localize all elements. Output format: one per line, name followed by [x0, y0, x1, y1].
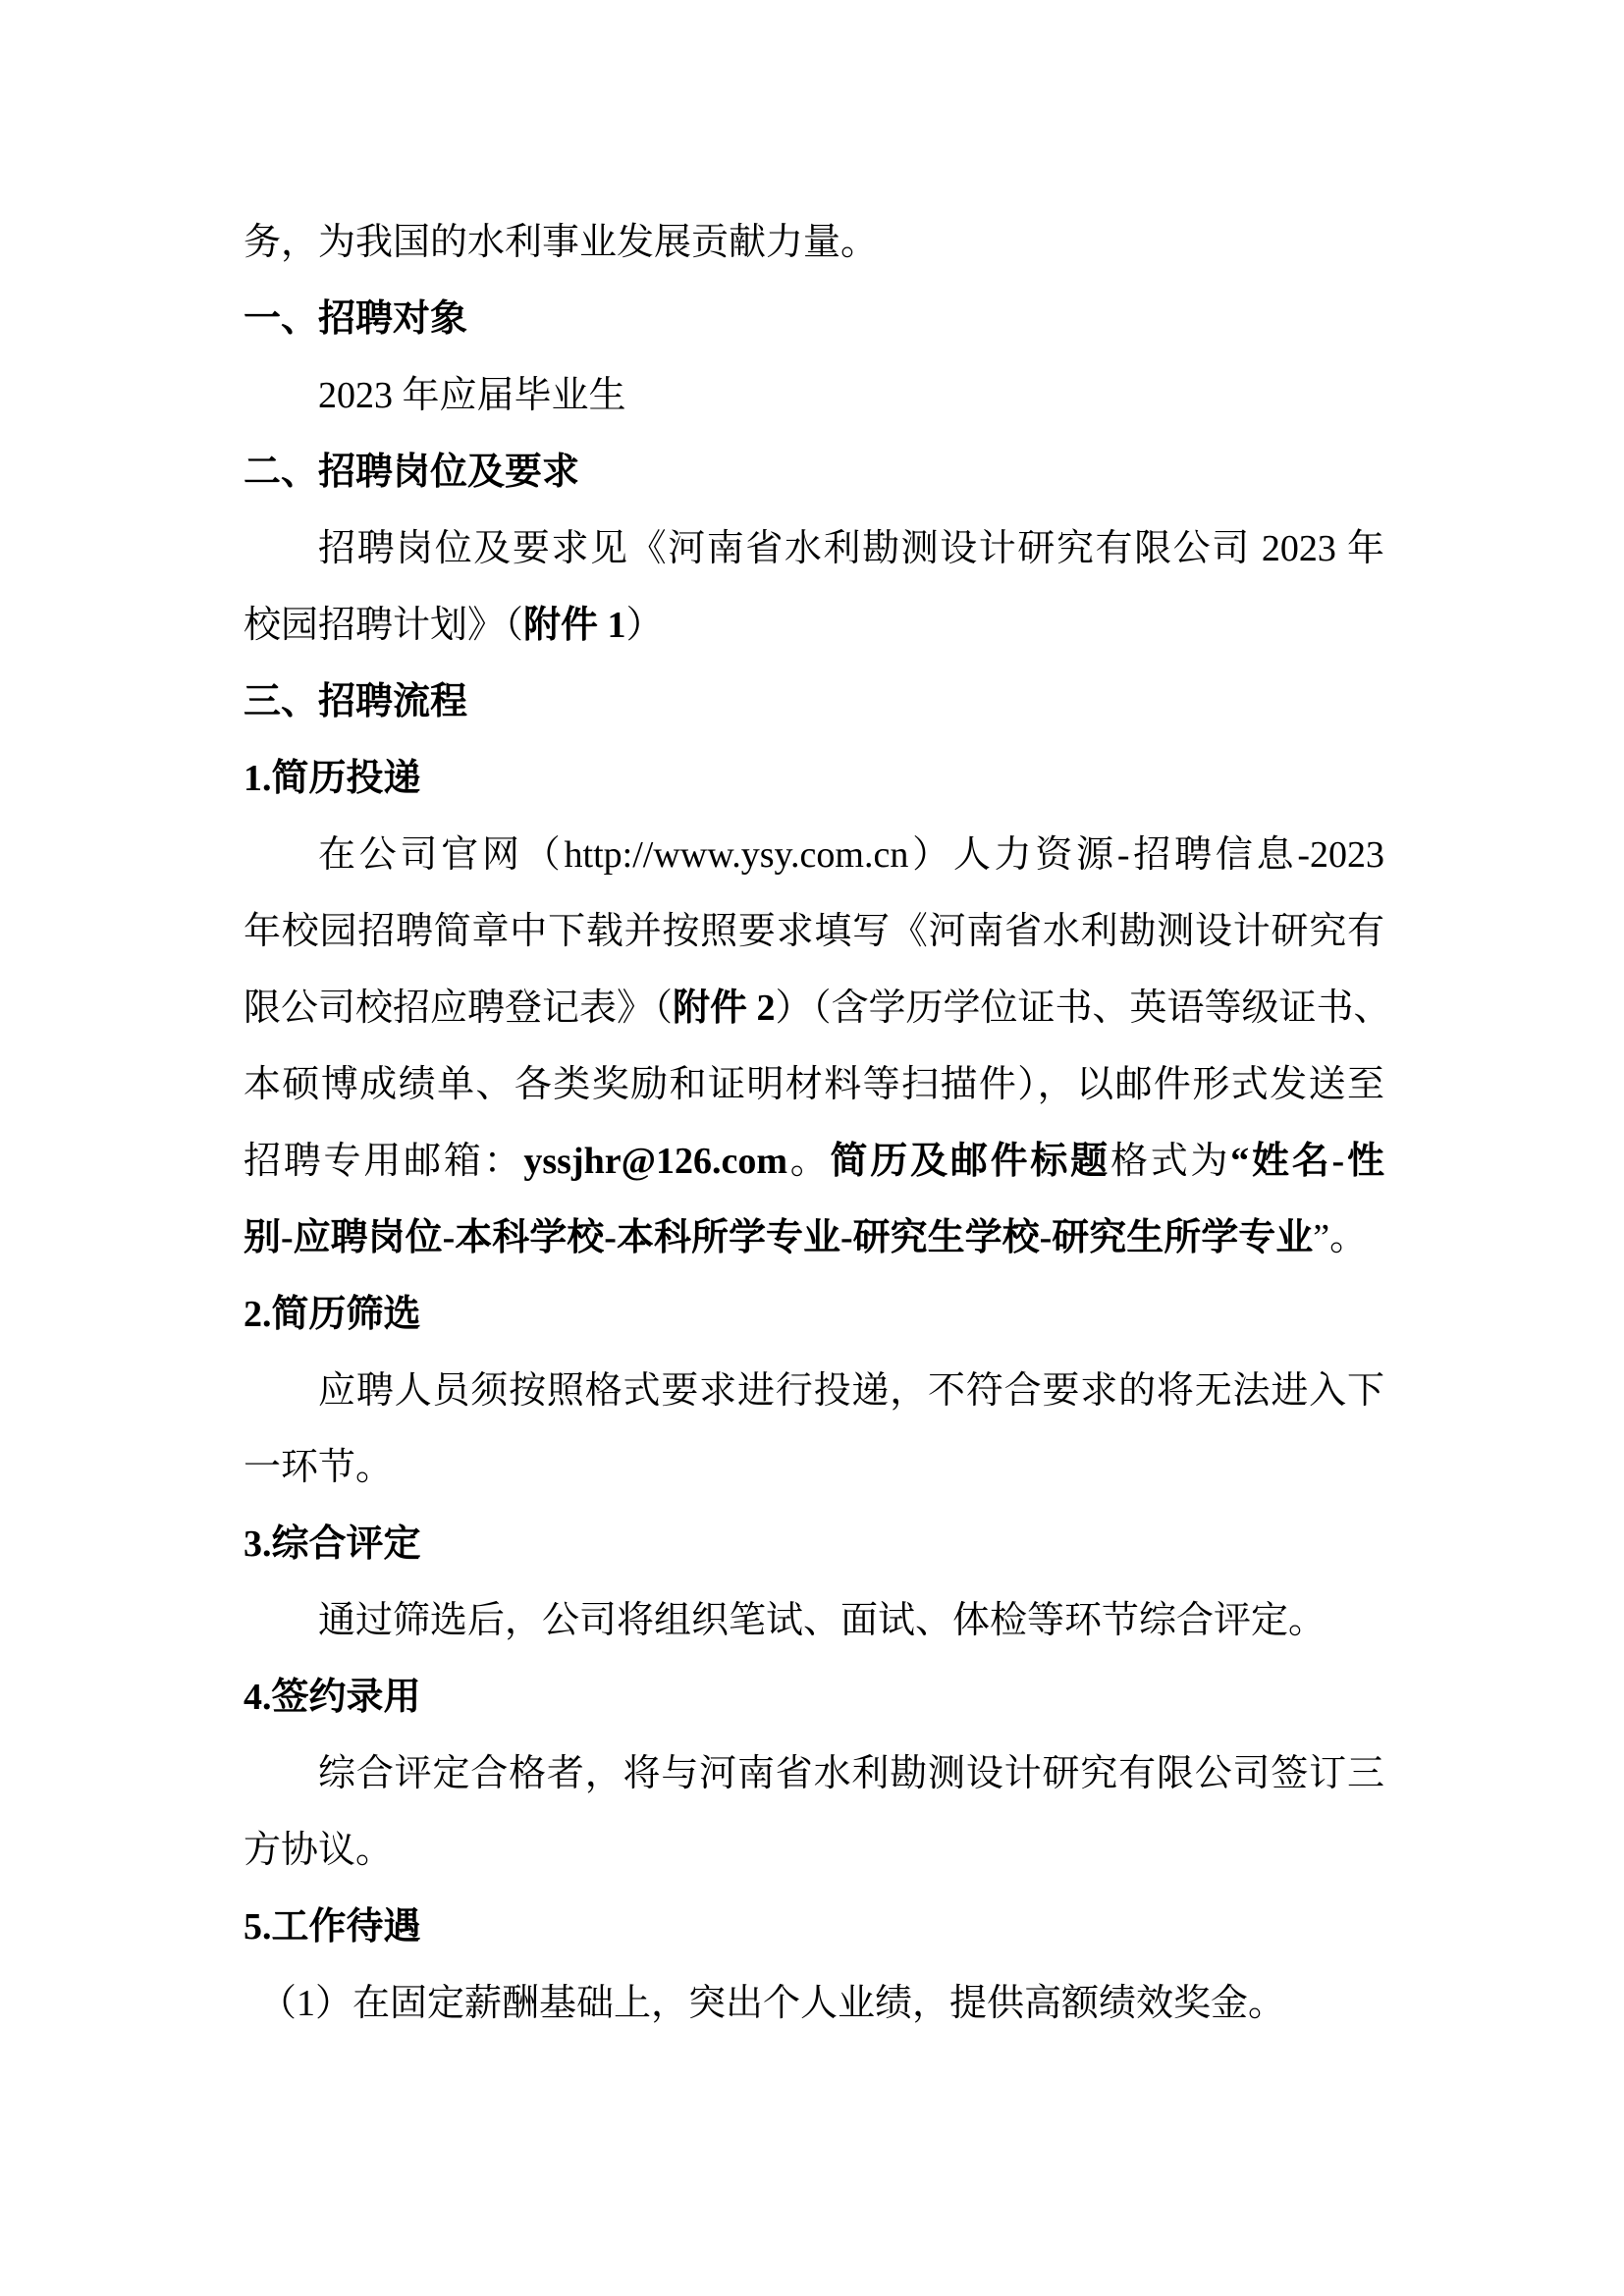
text-run: 招聘专用邮箱：: [244, 1141, 524, 1182]
signing-line-1: [244, 1735, 1384, 1812]
text-run: 5.工作待遇: [244, 1906, 421, 1948]
resume-line-2: [244, 893, 1384, 970]
text-run: 综合评定合格者，将与河南省水利勘测设计研究有限公司签订三: [318, 1753, 1384, 1794]
heading-step-3: [244, 1506, 1384, 1582]
heading-step-5: [244, 1889, 1384, 1965]
text-run: 附件 2: [673, 988, 776, 1029]
text-run: 年校园招聘简章中下载并按照要求填写《河南省水利勘测设计研究有: [244, 911, 1384, 952]
text-run: 1.简历投递: [244, 758, 421, 799]
benefits-line-1: [244, 1965, 1384, 2042]
text-run: 4.签约录用: [244, 1677, 421, 1718]
text-run: 别-应聘岗位-本科学校-本科所学专业-研究生学校-研究生所学专业: [244, 1217, 1314, 1258]
heading-section-3: [244, 664, 1384, 740]
paragraph-tail-line: [244, 204, 1384, 281]
text-run: ）: [625, 605, 664, 646]
text-run: 通过筛选后，公司将组织笔试、面试、体检等环节综合评定。: [318, 1600, 1326, 1641]
text-run: 在公司官网（http://www.ysy.com.cn）人力资源-招聘信息-2023: [318, 834, 1384, 876]
heading-step-2: [244, 1276, 1384, 1353]
text-run: 校园招聘计划》（: [244, 605, 524, 646]
recruit-target-line: [244, 357, 1384, 434]
evaluation-line: [244, 1582, 1384, 1659]
text-run: 格式为: [1110, 1141, 1231, 1182]
positions-line-1: [244, 510, 1384, 587]
text-run: 2.简历筛选: [244, 1294, 421, 1335]
text-run: 2023 年应届毕业生: [318, 375, 626, 416]
resume-line-6: [244, 1200, 1384, 1276]
text-run: 招聘岗位及要求见《河南省水利勘测设计研究有限公司 2023 年: [318, 528, 1384, 569]
text-run: ”。: [1313, 1217, 1368, 1258]
resume-line-1: [244, 817, 1384, 893]
resume-line-5: [244, 1123, 1384, 1200]
text-run: 3.综合评定: [244, 1523, 421, 1565]
text-run: 一、招聘对象: [244, 298, 468, 340]
document-body: [244, 204, 1391, 2042]
screening-line-2: [244, 1429, 1384, 1506]
text-run: 一环节。: [244, 1447, 394, 1488]
text-run: 本硕博成绩单、各类奖励和证明材料等扫描件），以邮件形式发送至: [244, 1064, 1384, 1105]
text-run: 方协议。: [244, 1830, 394, 1871]
text-run: 限公司校招应聘登记表》（: [244, 988, 674, 1029]
text-run: 。: [787, 1141, 831, 1182]
resume-line-4: [244, 1046, 1384, 1123]
text-run: 应聘人员须按照格式要求进行投递，不符合要求的将无法进入下: [318, 1370, 1384, 1412]
positions-line-2: [244, 587, 1384, 664]
text-run: ）（含学历学位证书、英语等级证书、: [775, 988, 1391, 1029]
text-run: （1）在固定薪酬基础上，突出个人业绩，提供高额绩效奖金。: [259, 1983, 1286, 2024]
heading-step-4: [244, 1659, 1384, 1735]
text-run: 务，为我国的水利事业发展贡献力量。: [244, 222, 879, 263]
text-run: yssjhr@126.com: [523, 1141, 787, 1182]
screening-line-1: [244, 1353, 1384, 1429]
text-run: 三、招聘流程: [244, 681, 468, 722]
resume-line-3: [244, 970, 1391, 1046]
heading-section-1: [244, 281, 1384, 357]
text-run: 附件 1: [523, 605, 626, 646]
text-run: 简历及邮件标题: [830, 1141, 1110, 1182]
text-run: 二、招聘岗位及要求: [244, 452, 580, 493]
heading-step-1: [244, 740, 1384, 817]
text-run: “姓名-性: [1230, 1141, 1384, 1182]
signing-line-2: [244, 1812, 1384, 1889]
heading-section-2: [244, 434, 1384, 510]
